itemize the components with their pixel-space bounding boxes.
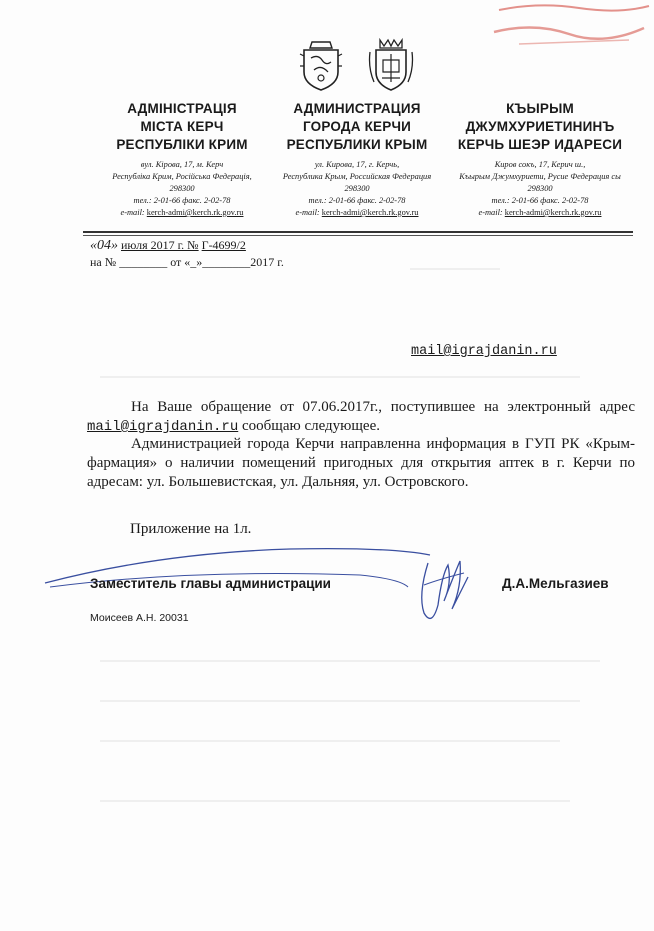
addressee-email[interactable]: mail@igrajdanin.ru xyxy=(411,344,557,359)
outgoing-registration xyxy=(90,238,246,253)
org-email-uk: e-mail: kerch-admi@kerch.rk.gov.ru xyxy=(120,208,244,217)
bleed-through-line xyxy=(100,700,580,702)
bleed-through-line xyxy=(410,268,500,270)
org-email-crh: e-mail: kerch-admi@kerch.rk.gov.ru xyxy=(478,208,602,217)
org-email-ru: e-mail: kerch-admi@kerch.rk.gov.ru xyxy=(295,208,419,217)
email-link[interactable]: kerch-admi@kerch.rk.gov.ru xyxy=(504,208,602,217)
org-address-crh: Киров сокъ, 17, Керич ш., Къырым Джумхуриети, Русие Федерация сы 298300 тел.: 2-01-66 факс. 2-02-78 xyxy=(459,160,621,205)
org-title-uk: АДМІНІСТРАЦІЯ МІСТА КЕРЧ РЕСПУБЛІКИ КРИМ xyxy=(116,101,248,152)
bleed-through-line xyxy=(100,660,600,662)
crimea-coat-of-arms-icon xyxy=(298,38,344,94)
header-column-russian xyxy=(262,100,452,219)
header-column-ukrainian xyxy=(87,100,277,219)
org-address-uk: вул. Кірова, 17, м. Керч Республіка Крим, Російська Федерація, 298300 тел.: 2-01-66 факс. 2-02-78 xyxy=(112,160,252,205)
bleed-through-line xyxy=(100,376,580,378)
email-link[interactable]: kerch-admi@kerch.rk.gov.ru xyxy=(146,208,244,217)
kerch-coat-of-arms-icon xyxy=(368,38,414,94)
appendix-note: Приложение на 1л. xyxy=(130,521,252,537)
bleed-through-line xyxy=(100,740,560,742)
org-title-ru: АДМИНИСТРАЦИЯ ГОРОДА КЕРЧИ РЕСПУБЛИКИ КРЫМ xyxy=(286,101,428,152)
executor-info: Моисеев А.Н. 20031 xyxy=(90,612,189,624)
signer-position: Заместитель главы администрации xyxy=(90,576,331,591)
org-address-ru: ул. Кирова, 17, г. Керчь, Республика Крым, Российская Федерация 298300 тел.: 2-01-66 факс. 2-02-78 xyxy=(282,160,432,205)
org-title-crh: КЪЫРЫМ ДЖУМХУРИЕТИНИНЪ КЕРЧЬ ШЕЭР ИДАРЕСИ xyxy=(457,101,623,152)
handwritten-date: «04» xyxy=(90,238,118,253)
bleed-through-line xyxy=(100,800,570,802)
incoming-reference: на № ________ от «_»________2017 г. xyxy=(90,255,284,269)
body-paragraph-2: Администрацией города Керчи направленна информация в ГУП РК «Крым-фармация» о наличии помещений пригодных для открытия аптек в г. Керчи по адресам: ул. Большевистская, ул. Дальняя, ул. Островского. xyxy=(87,436,635,490)
header-column-crimean-tatar xyxy=(445,100,635,219)
header-divider-thin xyxy=(83,235,633,236)
email-link[interactable]: kerch-admi@kerch.rk.gov.ru xyxy=(321,208,419,217)
registration-month-year: июля 2017 г. № xyxy=(121,238,199,252)
signer-name: Д.А.Мельгазиев xyxy=(502,576,609,591)
registration-number: Г-4699/2 xyxy=(201,238,246,252)
header-divider xyxy=(83,231,633,233)
body-paragraph-1: На Ваше обращение от 07.06.2017г., поступившее на электронный адрес mail@igrajdanin.ru сообщаю следующее. xyxy=(87,399,635,435)
body-email-link[interactable]: mail@igrajdanin.ru xyxy=(87,419,239,435)
red-stamp-fragment xyxy=(479,0,654,55)
